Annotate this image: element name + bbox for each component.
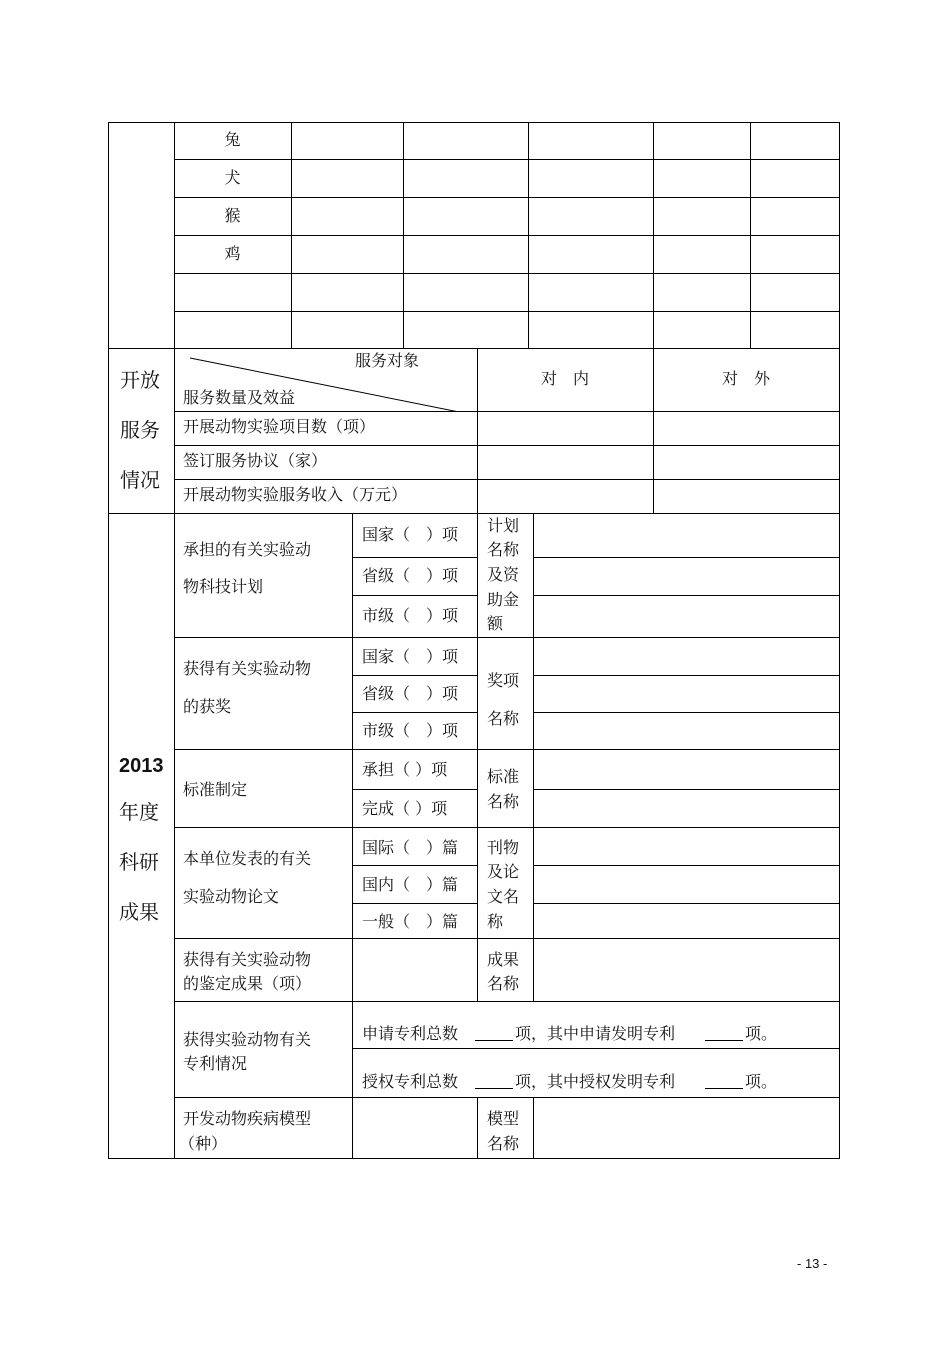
- grid-line: [174, 273, 839, 274]
- grid-line: [174, 637, 839, 638]
- patents-apply-invention-blank: [705, 1040, 743, 1041]
- plans-provincial: 省级（ ）项: [362, 566, 459, 585]
- research-label-3: 成果: [119, 900, 159, 924]
- awards-name-label-1: 奖项: [487, 671, 520, 690]
- patents-grant-total-blank: [475, 1088, 513, 1089]
- grid-line: [533, 595, 839, 596]
- grid-line: [528, 122, 529, 348]
- grid-line: [352, 513, 353, 1158]
- grid-line: [533, 903, 839, 904]
- table-border-left: [108, 122, 109, 1159]
- grid-line: [108, 513, 840, 514]
- research-label-1: 年度: [119, 800, 159, 824]
- awards-name-label-2: 名称: [487, 709, 520, 728]
- grid-line: [533, 513, 534, 1001]
- grid-line: [352, 789, 477, 790]
- plans-name-label-1: 计划: [487, 516, 520, 535]
- awards-label-2: 的获奖: [183, 697, 232, 716]
- research-label-2: 科研: [119, 850, 159, 874]
- service-row-agreements: 签订服务协议（家）: [183, 451, 328, 470]
- standards-name-label-1: 标准: [487, 767, 520, 786]
- standards-completed: 完成（ ）项: [362, 799, 448, 818]
- awards-national: 国家（ ）项: [362, 647, 459, 666]
- grid-line: [352, 557, 477, 558]
- plans-label-1: 承担的有关实验动: [183, 540, 312, 559]
- papers-general: 一般（ ）篇: [362, 912, 459, 931]
- patents-label-2: 专利情况: [183, 1054, 248, 1073]
- external-column-header: 对 外: [721, 369, 770, 388]
- grid-line: [174, 445, 839, 446]
- grid-line: [477, 513, 478, 1001]
- service-row-income: 开展动物实验服务收入（万元）: [183, 485, 408, 504]
- papers-name-label-3: 文名: [487, 887, 520, 906]
- plans-name-label-2: 名称: [487, 540, 520, 559]
- open-service-label-3: 情况: [120, 468, 160, 492]
- grid-line: [653, 122, 654, 348]
- patents-grant-end: 项。: [745, 1072, 778, 1091]
- appraisal-name-label-2: 名称: [487, 974, 520, 993]
- plans-name-label-4: 助金: [487, 590, 520, 609]
- standards-label: 标准制定: [183, 780, 248, 799]
- service-target-header: 服务对象: [355, 351, 420, 370]
- patents-grant-invention-label: 项，其中授权发明专利: [515, 1072, 676, 1091]
- patents-grant-total-label: 授权专利总数: [362, 1072, 459, 1091]
- grid-line: [174, 235, 839, 236]
- grid-line: [352, 903, 477, 904]
- patents-apply-total-blank: [475, 1040, 513, 1041]
- plans-municipal: 市级（ ）项: [362, 606, 459, 625]
- grid-line: [352, 712, 477, 713]
- papers-domestic: 国内（ ）篇: [362, 875, 459, 894]
- grid-line: [352, 1048, 839, 1049]
- papers-name-label-1: 刊物: [487, 838, 520, 857]
- awards-label-1: 获得有关实验动物: [183, 659, 312, 678]
- species-dog: 犬: [224, 168, 241, 187]
- grid-line: [174, 159, 839, 160]
- appraisal-label-2: 的鉴定成果（项）: [183, 974, 312, 993]
- species-monkey: 猴: [224, 206, 241, 225]
- grid-line: [403, 122, 404, 348]
- models-label-2: （种）: [179, 1134, 228, 1153]
- grid-line: [174, 827, 839, 828]
- appraisal-name-label-1: 成果: [487, 950, 520, 969]
- service-row-projects: 开展动物实验项目数（项）: [183, 417, 376, 436]
- grid-line: [291, 122, 292, 348]
- grid-line: [352, 675, 477, 676]
- models-name-label-2: 名称: [487, 1134, 520, 1153]
- models-name-label-1: 模型: [487, 1109, 520, 1128]
- patents-apply-invention-label: 项，其中申请发明专利: [515, 1024, 676, 1043]
- service-quantity-header: 服务数量及效益: [183, 388, 296, 407]
- patents-apply-total-label: 申请专利总数: [362, 1024, 459, 1043]
- plans-name-label-3: 及资: [487, 565, 520, 584]
- grid-line: [174, 1001, 839, 1002]
- patents-grant-invention-blank: [705, 1088, 743, 1089]
- standards-name-label-2: 名称: [487, 792, 520, 811]
- table-border-right: [839, 122, 840, 1159]
- awards-municipal: 市级（ ）项: [362, 721, 459, 740]
- appraisal-label-1: 获得有关实验动物: [183, 950, 312, 969]
- grid-line: [533, 865, 839, 866]
- papers-international: 国际（ ）篇: [362, 838, 459, 857]
- internal-column-header: 对 内: [540, 369, 589, 388]
- grid-line: [533, 1097, 534, 1158]
- research-year: 2013: [119, 755, 164, 777]
- grid-line: [533, 789, 839, 790]
- papers-label-2: 实验动物论文: [183, 887, 280, 906]
- grid-line: [352, 865, 477, 866]
- patents-apply-end: 项。: [745, 1024, 778, 1043]
- patents-label-1: 获得实验动物有关: [183, 1030, 312, 1049]
- species-rabbit: 兔: [224, 130, 241, 149]
- open-service-label-2: 服务: [120, 418, 160, 442]
- papers-label-1: 本单位发表的有关: [183, 849, 312, 868]
- papers-name-label-2: 及论: [487, 862, 520, 881]
- grid-line: [533, 675, 839, 676]
- section-divider: [174, 122, 175, 1159]
- grid-line: [533, 712, 839, 713]
- papers-name-label-4: 称: [487, 912, 504, 931]
- plans-name-label-5: 额: [487, 614, 504, 633]
- grid-line: [174, 197, 839, 198]
- plans-national: 国家（ ）项: [362, 525, 459, 544]
- grid-line: [174, 1097, 839, 1098]
- grid-line: [174, 479, 839, 480]
- grid-line: [477, 1097, 478, 1158]
- grid-line: [174, 749, 839, 750]
- models-label-1: 开发动物疾病模型: [183, 1109, 312, 1128]
- grid-line: [750, 122, 751, 348]
- open-service-label-1: 开放: [120, 368, 160, 392]
- standards-undertaken: 承担（ ）项: [362, 760, 448, 779]
- species-chicken: 鸡: [224, 244, 241, 263]
- awards-provincial: 省级（ ）项: [362, 684, 459, 703]
- grid-line: [533, 557, 839, 558]
- grid-line: [174, 938, 839, 939]
- table-border-bottom: [108, 1158, 840, 1159]
- table-border-top: [108, 122, 840, 123]
- grid-line: [174, 311, 839, 312]
- grid-line: [352, 595, 477, 596]
- plans-label-2: 物科技计划: [183, 577, 264, 596]
- page-number: - 13 -: [797, 1256, 828, 1271]
